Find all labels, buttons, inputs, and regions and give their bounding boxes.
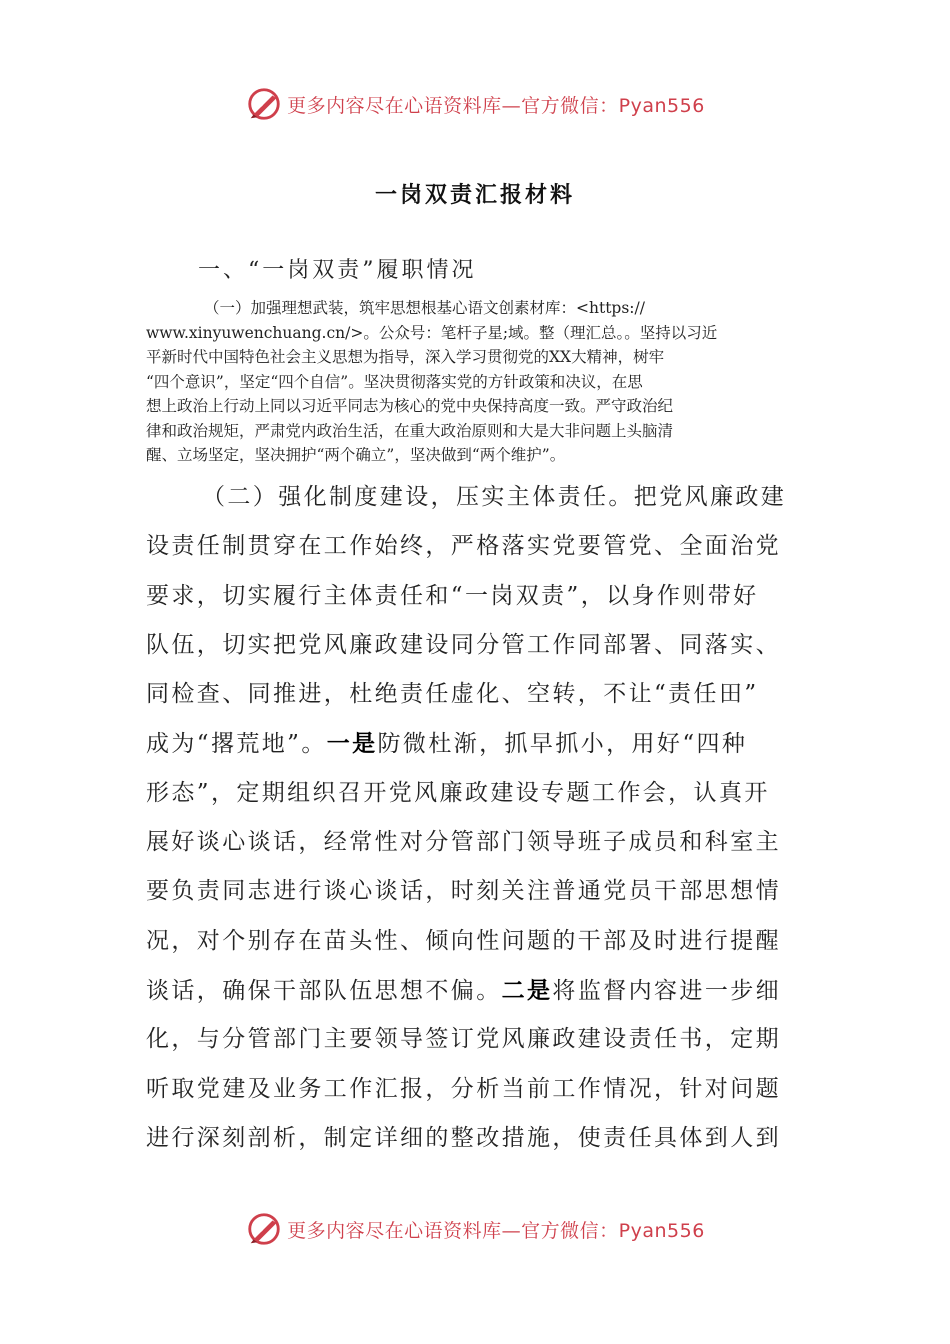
footer-banner <box>0 1203 950 1255</box>
text-line: 队伍，切实把党风廉政建设同分管工作同部署、同落实、 <box>146 631 781 658</box>
banner-text: 更多内容尽在心语资料库—官方微信：Pyan556 <box>287 94 705 117</box>
paragraph-1 <box>146 296 802 468</box>
pen-logo-icon <box>245 1210 283 1248</box>
text-line: 同检查、同推进，杜绝责任虚化、空转，不让“责任田” <box>146 681 759 708</box>
text-line: 设责任制贯穿在工作始终，严格落实党要管党、全面治党 <box>146 533 781 560</box>
banner-text: 更多内容尽在心语资料库—官方微信：Pyan556 <box>287 1219 705 1242</box>
pen-logo-icon <box>245 85 283 123</box>
text-line: 想上政治上行动上同以习近平同志为核心的党中央保持高度一致。严守政治纪 <box>146 397 674 415</box>
wechat-id: Pyan556 <box>618 94 705 117</box>
text-line: （一）加强理想武装，筑牢思想根基心语文创素材库：<https:// <box>204 299 645 317</box>
section-heading: 一、“一岗双责”履职情况 <box>198 258 477 283</box>
header-banner <box>0 78 950 130</box>
text-line: 醒、立场坚定，坚决拥护“两个确立”，坚决做到“两个维护”。 <box>146 446 566 464</box>
text-line: （二）强化制度建设，压实主体责任。把党风廉政建 <box>202 484 787 510</box>
text-line: 要负责同志进行谈心谈话，时刻关注普通党员干部思想情 <box>146 878 781 905</box>
text-line: www.xinyuwenchuang.cn/>。公众号：笔杆子星;域。整（理汇总。。坚持以习近 <box>146 323 718 342</box>
text-line: 谈话，确保干部队伍思想不偏。二是将监督内容进一步细 <box>146 976 782 1004</box>
text-line: 化，与分管部门主要领导签订党风廉政建设责任书，定期 <box>146 1026 781 1053</box>
text-line: 要求，切实履行主体责任和“一岗双责”，以身作则带好 <box>146 582 759 609</box>
text-line: 况，对个别存在苗头性、倾向性问题的干部及时进行提醒 <box>146 927 781 954</box>
bold-marker: 二是 <box>501 976 553 1004</box>
paragraph-2 <box>146 473 806 1163</box>
text-line: 成为“撂荒地”。一是防微杜渐，抓早抓小，用好“四种 <box>146 730 748 758</box>
wechat-id: Pyan556 <box>618 1219 705 1242</box>
text-line: 律和政治规矩，严肃党内政治生活，在重大政治原则和大是大非问题上头脑清 <box>146 421 674 440</box>
document-title: 一岗双责汇报材料 <box>374 182 575 208</box>
text-line: 听取党建及业务工作汇报，分析当前工作情况，针对问题 <box>146 1075 781 1102</box>
text-line: 形态”，定期组织召开党风廉政建设专题工作会，认真开 <box>146 779 770 806</box>
text-line: 展好谈心谈话，经常性对分管部门领导班子成员和科室主 <box>146 829 781 856</box>
text-line: 平新时代中国特色社会主义思想为指导，深入学习贯彻党的XX大精神，树牢 <box>146 348 665 366</box>
text-line: 进行深刻剖析，制定详细的整改措施，使责任具体到人到 <box>146 1124 781 1151</box>
bold-marker: 一是 <box>326 730 378 758</box>
text-line: “四个意识”，坚定“四个自信”。坚决贯彻落实党的方针政策和决议，在思 <box>146 372 643 391</box>
